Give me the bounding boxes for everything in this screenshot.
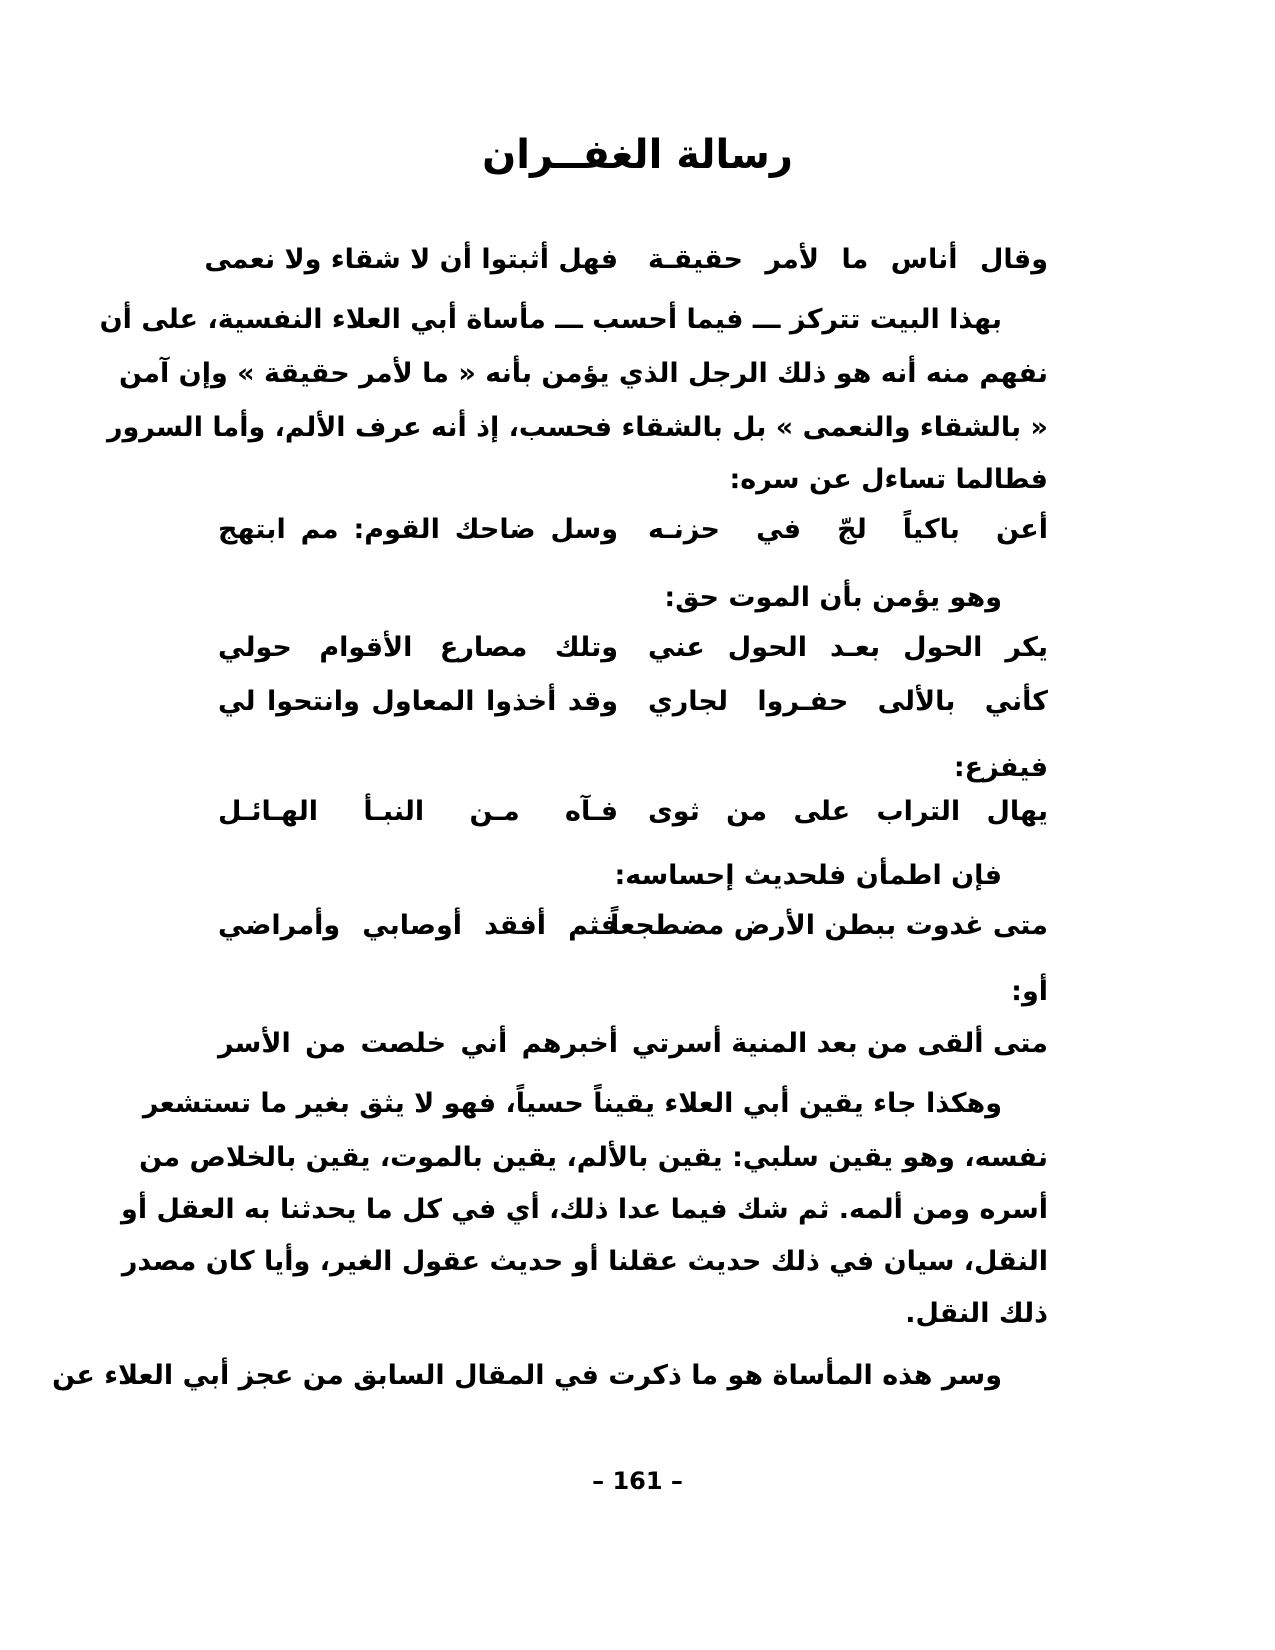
intro-line: أو: <box>1011 976 1048 1007</box>
verse-first-hemistich: يهال التراب على من ثوى <box>648 796 1048 827</box>
page-title: رسالة الغفــران <box>482 132 793 178</box>
verse-first-hemistich: كأني بالألى حفـروا لجاري <box>648 686 1048 717</box>
verse-second-hemistich: وتلك مصارع الأقوام حولي <box>218 632 618 663</box>
verse-second-hemistich: وقد أخذوا المعاول وانتحوا لي <box>218 686 618 717</box>
verse-line <box>204 240 1048 280</box>
intro-line: فإن اطمأن فلحديث إحساسه: <box>614 860 1002 891</box>
verse-second-hemistich: فثم أفقد أوصابي وأمراضي <box>218 910 618 941</box>
paragraph-line: فطالما تساءل عن سره: <box>729 464 1048 495</box>
verse-second-hemistich: وسل ضاحك القوم: مم ابتهج <box>218 514 618 545</box>
verse-first-hemistich: يكر الحول بعـد الحول عني <box>648 632 1048 663</box>
verse-second-hemistich: فهل أثبتوا أن لا شقاء ولا نعمى <box>204 244 618 275</box>
verse-first-hemistich: وقال أناس ما لأمر حقيقـة <box>648 244 1048 275</box>
verse-line <box>218 510 1048 550</box>
paragraph-line: النقل، سيان في ذلك حديث عقلنا أو حديث عقول الغير، وأيا كان مصدر <box>121 1246 1048 1277</box>
paragraph-line: « بالشقاء والنعمى » بل بالشقاء فحسب، إذ أنه عرف الألم، وأما السرور <box>106 412 1048 443</box>
verse-first-hemistich: أعن باكياً لجّ في حزنـه <box>648 514 1048 545</box>
verse-first-hemistich: متى ألقى من بعد المنية أسرتي <box>631 1028 1048 1059</box>
paragraph-line: نفهم منه أنه هو ذلك الرجل الذي يؤمن بأنه « ما لأمر حقيقة » وإن آمن <box>118 358 1048 389</box>
paragraph-line: بهذا البيت تتركز ـــ فيما أحسب ـــ مأساة أبي العلاء النفسية، على أن <box>99 304 1002 335</box>
paragraph-line: وسر هذه المأساة هو ما ذكرت في المقال السابق من عجز أبي العلاء عن <box>52 1360 1002 1391</box>
verse-second-hemistich: فـآه مـن النبـأ الهـائـل <box>218 796 618 827</box>
verse-line <box>218 1024 1048 1064</box>
verse-line <box>218 682 1048 722</box>
verse-line <box>218 792 1048 832</box>
verse-first-hemistich: متى غدوت ببطن الأرض مضطجعاً <box>609 910 1048 941</box>
verse-line <box>218 906 1048 946</box>
verse-second-hemistich: أخبرهم أني خلصت من الأسر <box>218 1028 618 1059</box>
paragraph-line: نفسه، وهو يقين سلبي: يقين بالألم، يقين بالموت، يقين بالخلاص من <box>139 1142 1048 1173</box>
intro-line: فيفزع: <box>953 752 1048 783</box>
verse-line <box>218 628 1048 668</box>
paragraph-line: وهكذا جاء يقين أبي العلاء يقيناً حسياً، فهو لا يثق بغير ما تستشعر <box>142 1088 1002 1119</box>
paragraph-line: ذلك النقل. <box>905 1298 1048 1329</box>
paragraph-line: أسره ومن ألمه. ثم شك فيما عدا ذلك، أي في كل ما يحدثنا به العقل أو <box>121 1194 1048 1225</box>
page-number: – 161 – <box>592 1467 683 1495</box>
intro-line: وهو يؤمن بأن الموت حق: <box>664 582 1002 613</box>
